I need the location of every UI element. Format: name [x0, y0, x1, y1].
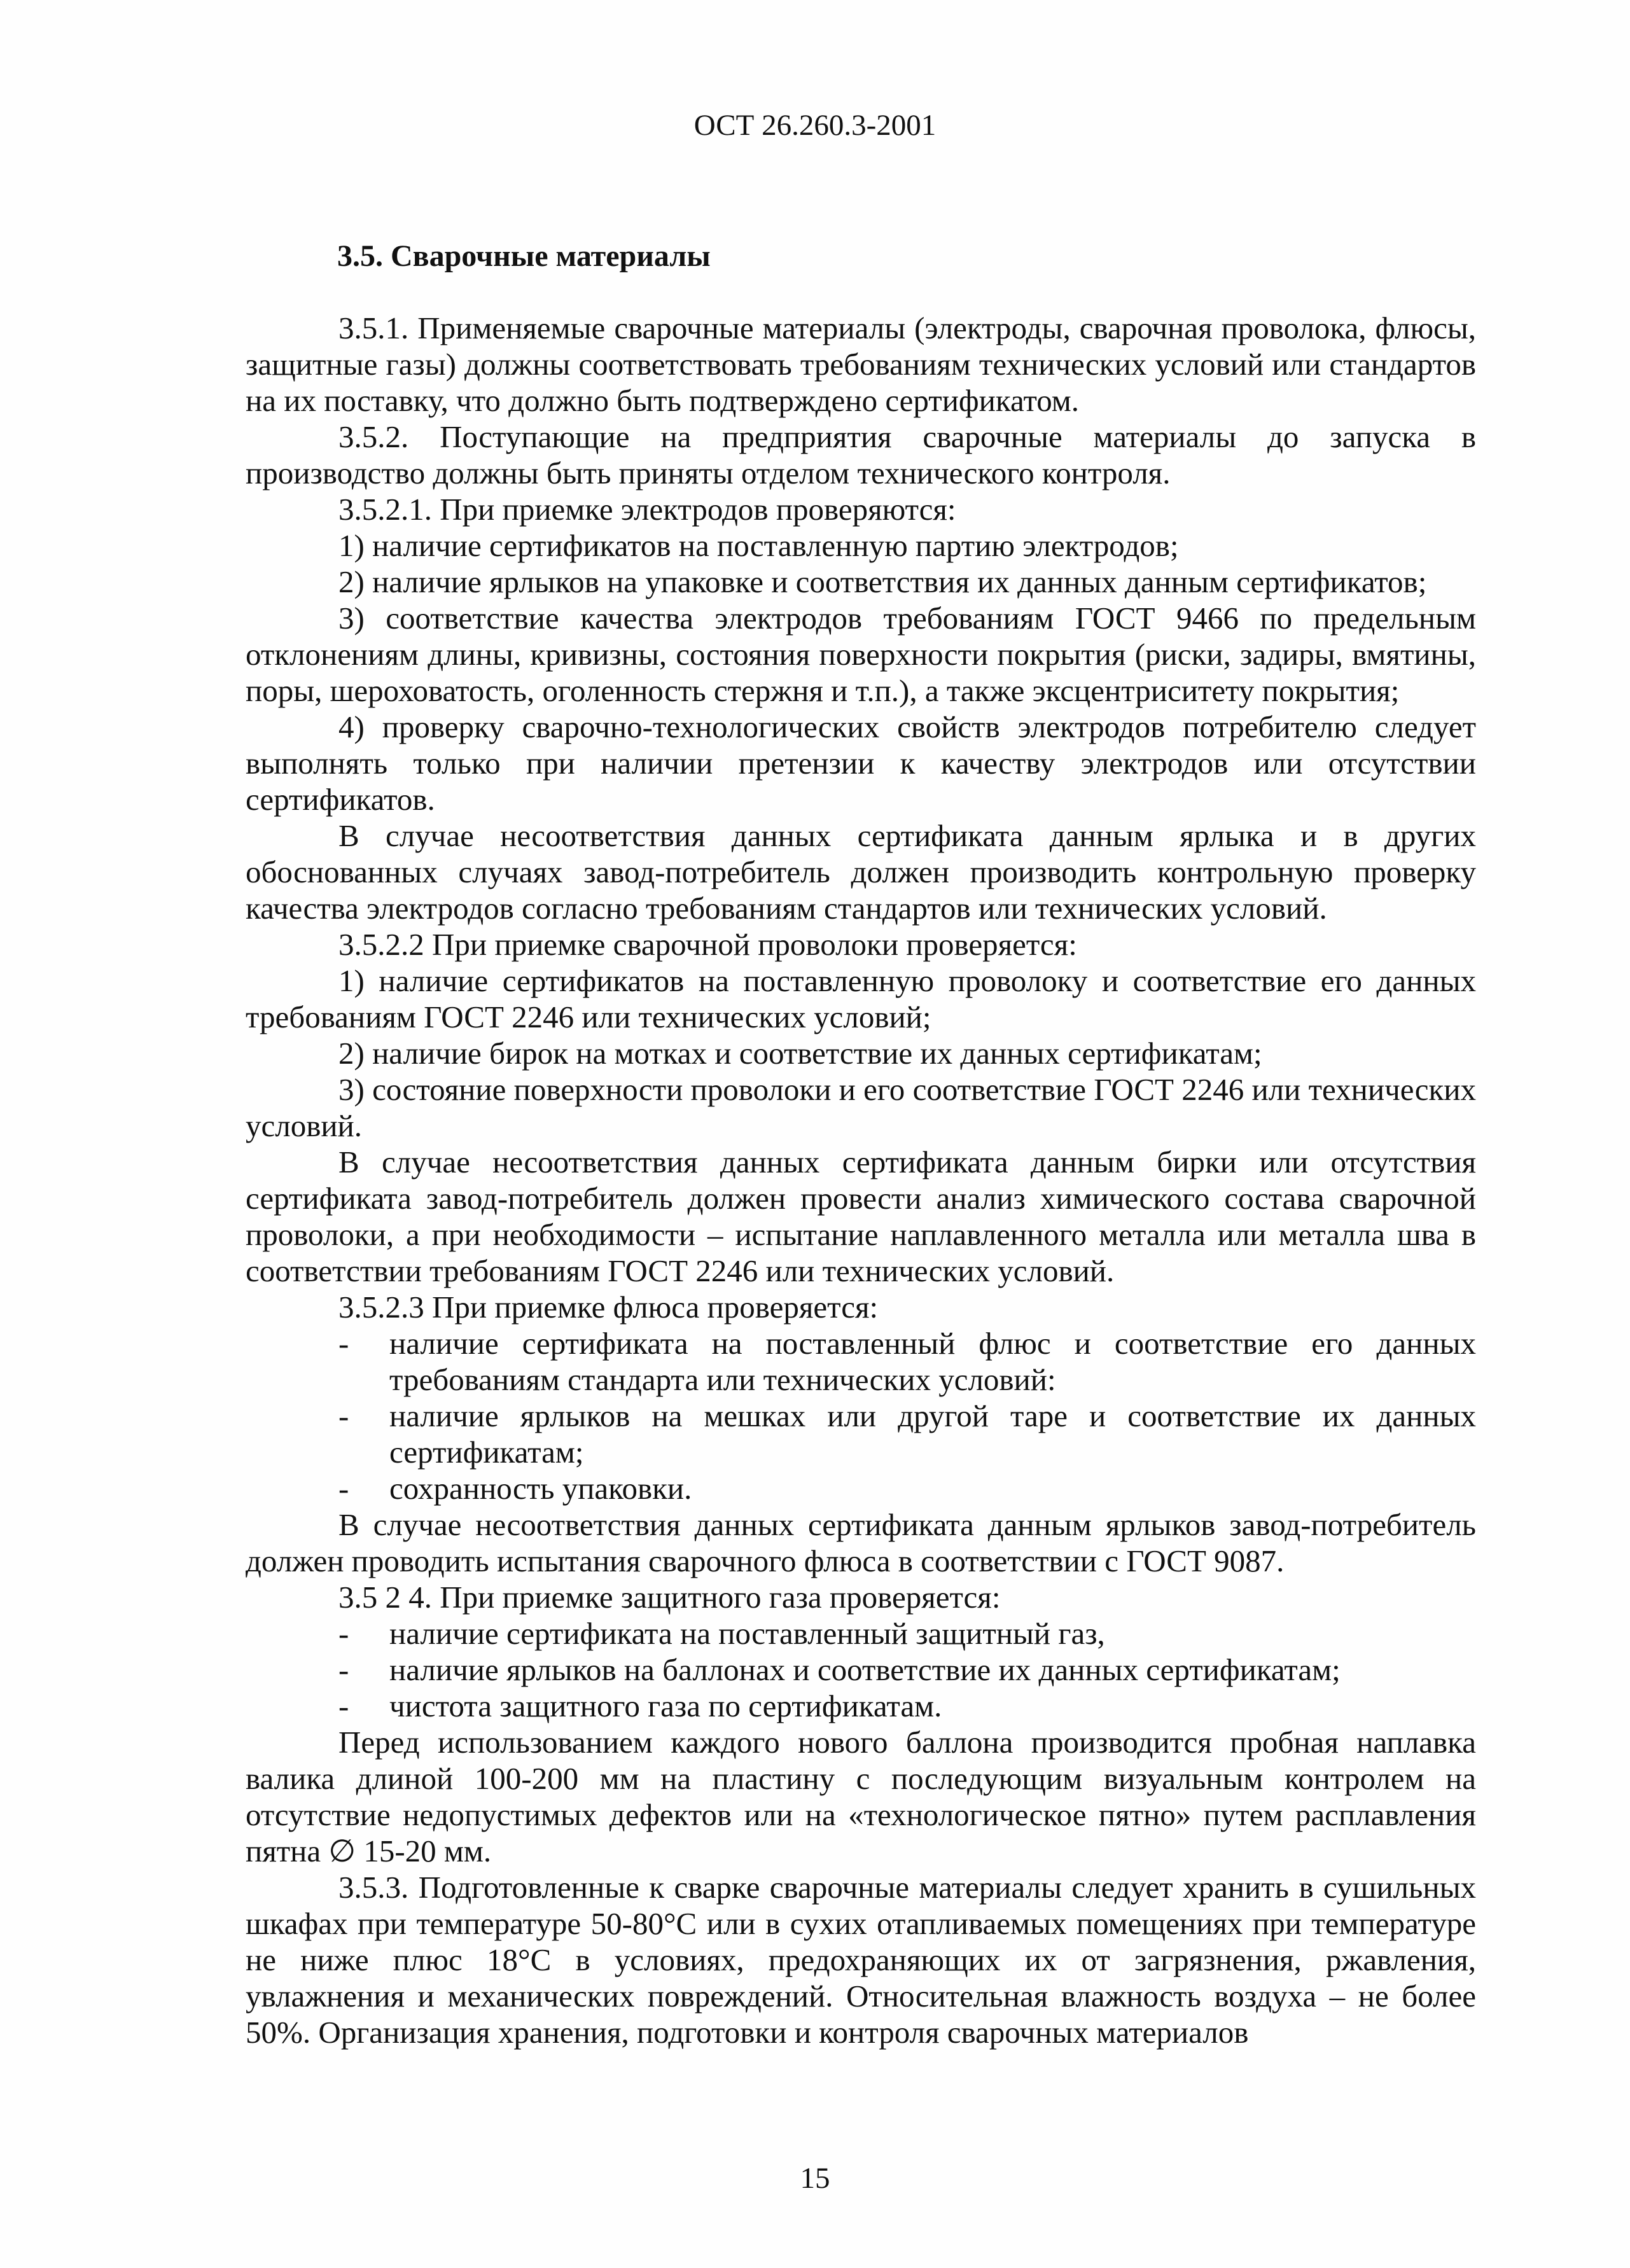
- list-item: 1) наличие сертификатов на поставленную проволоку и соответствие его данных требованиям ГОСТ 2246 или технических условий;: [246, 963, 1476, 1034]
- paragraph-3-5-2-4: 3.5 2 4. При приемке защитного газа проверяется:: [338, 1580, 1001, 1615]
- dash-item-text: сохранность упаковки.: [389, 1471, 692, 1506]
- dash-marker: -: [338, 1616, 349, 1651]
- page-number: 15: [800, 2162, 830, 2195]
- dash-item-text: наличие сертификата на поставленный защитный газ,: [389, 1616, 1105, 1651]
- dash-marker: -: [338, 1471, 349, 1506]
- list-item: 2) наличие бирок на мотках и соответствие их данных сертификатам;: [338, 1036, 1262, 1071]
- paragraph-3-5-2: 3.5.2. Поступающие на предприятия сварочные материалы до запуска в производство должны быть приняты отделом технического контроля.: [246, 419, 1476, 490]
- list-item: 3) соответствие качества электродов требованиям ГОСТ 9466 по предельным отклонениям длины, кривизны, состояния поверхности покрытия (риски, задиры, вмятины, поры, шероховатость, оголенность стержня и т.п.), а также эксцентриситету покрытия;: [246, 601, 1476, 708]
- dash-list-item: [338, 1652, 1476, 1688]
- paragraph-3-5-1: 3.5.1. Применяемые сварочные материалы (электроды, сварочная проволока, флюсы, защитные газы) должны соответствовать требованиям технических условий или стандартов на их поставку, что должно быть подтверждено сертификатом.: [246, 310, 1476, 418]
- dash-list-item: [338, 1398, 1476, 1470]
- dash-marker: -: [338, 1398, 349, 1433]
- paragraph-3-5-3: 3.5.3. Подготовленные к сварке сварочные материалы следует хранить в сушильных шкафах при температуре 50-80°С или в сухих отапливаемых помещениях при температуре не ниже плюс 18°С в условиях, предохраняющих их от загрязнения, ржавления, увлажнения и механических повреждений. Относительная влажность воздуха – не более 50%. Организация хранения, подготовки и контроля сварочных материалов: [246, 1870, 1476, 2050]
- dash-list-item: [338, 1470, 1476, 1506]
- section-title: 3.5. Сварочные материалы: [337, 239, 711, 273]
- paragraph-note: В случае несоответствия данных сертификата данным ярлыков завод-потребитель должен проводить испытания сварочного флюса в соответствии с ГОСТ 9087.: [246, 1507, 1476, 1578]
- dash-list-item: [338, 1688, 1476, 1724]
- paragraph-3-5-2-2: 3.5.2.2 При приемке сварочной проволоки проверяется:: [338, 927, 1077, 962]
- dash-item-text: чистота защитного газа по сертификатам.: [389, 1688, 942, 1723]
- dash-marker: -: [338, 1652, 349, 1687]
- document-header: ОСТ 26.260.3-2001: [693, 109, 937, 142]
- paragraph-3-5-2-3: 3.5.2.3 При приемке флюса проверяется:: [338, 1290, 879, 1325]
- paragraph-note: В случае несоответствия данных сертификата данным ярлыка и в других обоснованных случаях завод-потребитель должен производить контрольную проверку качества электродов согласно требованиям стандартов или технических условий.: [246, 818, 1476, 926]
- dash-list-item: [338, 1325, 1476, 1398]
- list-item: 2) наличие ярлыков на упаковке и соответствия их данных данным сертификатов;: [338, 564, 1427, 599]
- dash-list-item: [338, 1615, 1476, 1652]
- list-item: 3) состояние поверхности проволоки и его соответствие ГОСТ 2246 или технических условий.: [246, 1072, 1476, 1143]
- dash-marker: -: [338, 1326, 349, 1361]
- paragraph-note: Перед использованием каждого нового баллона производится пробная наплавка валика длиной 100-200 мм на пластину с последующим визуальным контролем на отсутствие недопустимых дефектов или на «технологическое пятно» путем расплавления пятна ∅ 15-20 мм.: [246, 1725, 1476, 1868]
- paragraph-3-5-2-1: 3.5.2.1. При приемке электродов проверяются:: [338, 492, 956, 527]
- document-body: [246, 310, 1476, 2050]
- dash-item-text: наличие сертификата на поставленный флюс и соответствие его данных требованиям стандарта или технических условий:: [389, 1326, 1476, 1397]
- paragraph-note: В случае несоответствия данных сертификата данным бирки или отсутствия сертификата завод-потребитель должен провести анализ химического состава сварочной проволоки, а при необходимости – испытание наплавленного металла или металла шва в соответствии требованиям ГОСТ 2246 или технических условий.: [246, 1144, 1476, 1288]
- list-item: 1) наличие сертификатов на поставленную партию электродов;: [338, 528, 1179, 563]
- list-item: 4) проверку сварочно-технологических свойств электродов потребителю следует выполнять только при наличии претензии к качеству электродов или отсутствии сертификатов.: [246, 709, 1476, 817]
- dash-item-text: наличие ярлыков на баллонах и соответствие их данных сертификатам;: [389, 1652, 1341, 1687]
- dash-marker: -: [338, 1688, 349, 1723]
- dash-item-text: наличие ярлыков на мешках или другой таре и соответствие их данных сертификатам;: [389, 1398, 1476, 1470]
